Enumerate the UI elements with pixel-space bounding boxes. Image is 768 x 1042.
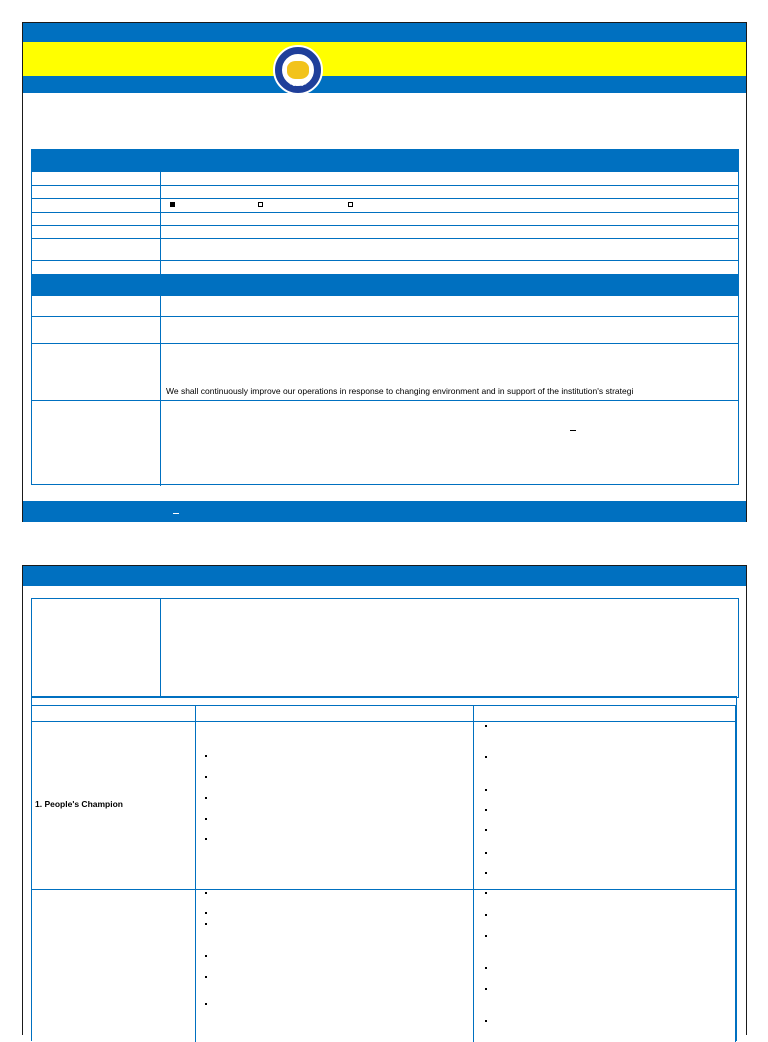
page-2: [22, 565, 747, 1035]
description-box: [31, 598, 739, 698]
page-1: [22, 22, 747, 522]
competency-table: [31, 696, 737, 1041]
banner-bottom-bar: [23, 76, 746, 93]
page-2-header-bar: [23, 566, 746, 586]
form-table: [31, 149, 739, 485]
yellow-banner: [23, 42, 746, 76]
statement-text: We shall continuously improve our operations in response to changing environment and in support of the institution's strategi: [166, 386, 634, 396]
footer-bar: [23, 501, 746, 522]
university-seal-icon: · 1976 ·: [273, 45, 323, 95]
top-blue-bar: [23, 23, 746, 42]
checkbox-1[interactable]: [170, 202, 175, 207]
competency-people-champion: 1. People's Champion: [35, 799, 123, 809]
checkbox-2[interactable]: [258, 202, 263, 207]
section-header-2: [32, 274, 738, 296]
section-header-1: [32, 150, 738, 172]
checkbox-3[interactable]: [348, 202, 353, 207]
